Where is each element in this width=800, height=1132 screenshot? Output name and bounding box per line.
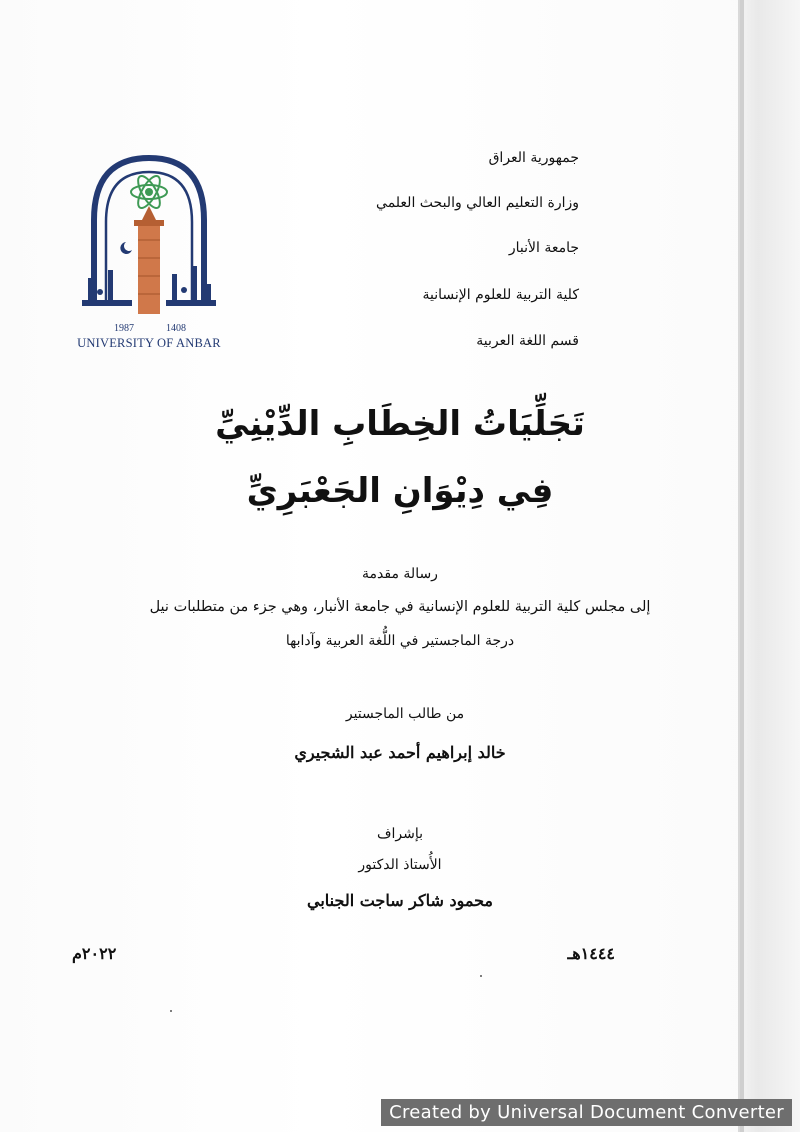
- thesis-title-line-1: تَجَلِّيَاتُ الخِطَابِ الدِّيْنِيِّ: [215, 404, 585, 444]
- student-label: من طالب الماجستير: [345, 706, 465, 722]
- student-name: خالد إبراهيم أحمد عبد الشجيري: [294, 743, 506, 762]
- header-country: جمهورية العراق: [488, 150, 579, 166]
- logo-year-right: 1408: [166, 323, 186, 334]
- header-university: جامعة الأنبار: [508, 240, 579, 256]
- supervisor-name: محمود شاكر ساجت الجنابي: [307, 891, 493, 910]
- supervisor-title: الأُستاذ الدكتور: [358, 857, 442, 873]
- thesis-title-line-2: فِي دِيْوَانِ الجَعْبَرِيِّ: [246, 471, 554, 511]
- supervisor-label: بإشراف: [376, 826, 424, 842]
- date-gregorian: ٢٠٢٢م: [72, 944, 117, 963]
- presentation-label: رسالة مقدمة: [362, 566, 438, 582]
- header-college: كلية التربية للعلوم الإنسانية: [422, 287, 579, 303]
- header-department: قسم اللغة العربية: [476, 333, 579, 349]
- converter-watermark: Created by Universal Document Converter: [381, 1099, 792, 1126]
- university-logo: [74, 150, 224, 356]
- date-hijri: ١٤٤٤هـ: [567, 944, 615, 963]
- logo-year-left: 1987: [114, 323, 134, 334]
- university-emblem-icon: [74, 150, 224, 334]
- scan-speck: [480, 975, 482, 977]
- presentation-line-1: إلى مجلس كلية التربية للعلوم الإنسانية في جامعة الأنبار، وهي جزء من متطلبات نيل: [149, 599, 651, 615]
- logo-caption: UNIVERSITY OF ANBAR: [77, 336, 221, 350]
- header-ministry: وزارة التعليم العالي والبحث العلمي: [376, 195, 579, 211]
- scan-speck: [170, 1010, 172, 1012]
- presentation-line-2: درجة الماجستير في اللُّغة العربية وآدابها: [285, 633, 515, 649]
